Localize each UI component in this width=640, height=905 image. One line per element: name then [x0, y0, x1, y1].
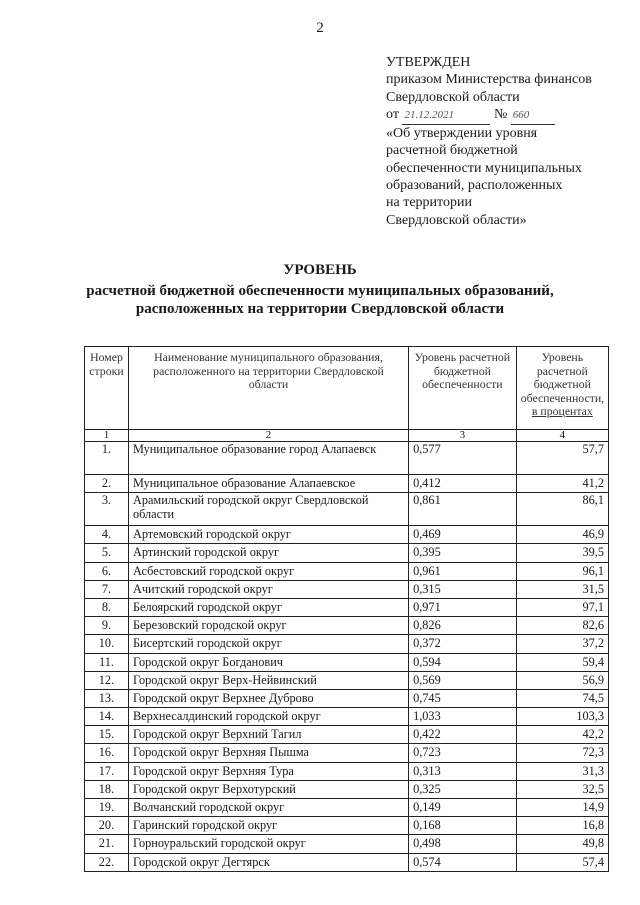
level-percent-cell: 41,2 — [516, 475, 608, 493]
municipality-name-cell: Горноуральский городской округ — [128, 835, 408, 853]
table-row — [85, 493, 609, 526]
table-row — [85, 671, 609, 689]
column-number: 4 — [516, 430, 608, 442]
level-percent-cell: 14,9 — [516, 799, 608, 817]
level-percent-cell: 72,3 — [516, 744, 608, 762]
row-number-cell: 7. — [85, 580, 129, 598]
municipality-name-cell: Городской округ Верхнее Дуброво — [128, 689, 408, 707]
approval-date-line — [386, 106, 636, 125]
level-percent-cell: 42,2 — [516, 726, 608, 744]
municipality-name-cell: Городской округ Богданович — [128, 653, 408, 671]
row-number-cell: 13. — [85, 689, 129, 707]
level-cell: 0,372 — [409, 635, 517, 653]
table-row — [85, 835, 609, 853]
row-number-cell: 3. — [85, 493, 129, 526]
subject-line: «Об утверждении уровня — [386, 126, 538, 142]
level-percent-cell: 96,1 — [516, 562, 608, 580]
table-body — [85, 442, 609, 872]
level-percent-cell: 49,8 — [516, 835, 608, 853]
subject-line: образований, расположенных — [386, 178, 563, 194]
header-level-percent — [516, 347, 608, 430]
subtitle-line-2: расположенных на территории Свердловской области — [135, 301, 505, 317]
row-number-cell: 2. — [85, 475, 129, 493]
level-cell: 0,961 — [409, 562, 517, 580]
row-number-cell: 19. — [85, 799, 129, 817]
table-row — [85, 689, 609, 707]
level-percent-cell: 32,5 — [516, 780, 608, 798]
municipality-name-cell: Ачитский городской округ — [128, 580, 408, 598]
level-percent-cell: 57,4 — [516, 853, 608, 871]
row-number-cell: 4. — [85, 526, 129, 544]
table-row — [85, 762, 609, 780]
municipality-name-cell: Асбестовский городской округ — [128, 562, 408, 580]
municipality-name-cell: Волчанский городской округ — [128, 799, 408, 817]
row-number-cell: 8. — [85, 598, 129, 616]
row-number-cell: 5. — [85, 544, 129, 562]
handwritten-number: 660 — [511, 107, 555, 125]
level-percent-cell: 46,9 — [516, 526, 608, 544]
level-percent-cell: 59,4 — [516, 653, 608, 671]
row-number-cell: 1. — [85, 442, 129, 475]
approval-block — [386, 54, 636, 229]
date-prefix: от — [386, 106, 399, 122]
row-number-cell: 22. — [85, 853, 129, 871]
row-number-cell: 15. — [85, 726, 129, 744]
municipality-name-cell: Бисертский городской округ — [128, 635, 408, 653]
level-cell: 0,498 — [409, 835, 517, 853]
approval-line-1: приказом Министерства финансов — [386, 72, 592, 88]
municipality-name-cell: Верхнесалдинский городской округ — [128, 708, 408, 726]
level-cell: 0,395 — [409, 544, 517, 562]
number-prefix: № — [493, 106, 508, 122]
municipality-name-cell: Арамильский городской округ Свердловской области — [128, 493, 408, 526]
municipality-name-cell: Городской округ Верхний Тагил — [128, 726, 408, 744]
approval-line-2: Свердловской области — [386, 89, 520, 105]
level-cell: 0,745 — [409, 689, 517, 707]
level-cell: 0,826 — [409, 617, 517, 635]
header-level-percent-unit: в процентах — [531, 404, 593, 418]
subtitle-line-1: расчетной бюджетной обеспеченности муниципальных образований, — [86, 283, 554, 299]
row-number-cell: 16. — [85, 744, 129, 762]
municipality-name-cell: Городской округ Верхотурский — [128, 780, 408, 798]
level-cell: 0,861 — [409, 493, 517, 526]
municipality-name-cell: Гаринский городской округ — [128, 817, 408, 835]
level-percent-cell: 97,1 — [516, 598, 608, 616]
table-row — [85, 526, 609, 544]
table-row — [85, 853, 609, 871]
table-header-row — [85, 347, 609, 430]
table-row — [85, 598, 609, 616]
page-number: 2 — [316, 20, 324, 36]
row-number-cell: 17. — [85, 762, 129, 780]
level-percent-cell: 82,6 — [516, 617, 608, 635]
row-number-cell: 9. — [85, 617, 129, 635]
header-row-number: Номер строки — [85, 347, 129, 430]
row-number-cell: 6. — [85, 562, 129, 580]
municipality-name-cell: Артинский городской округ — [128, 544, 408, 562]
level-percent-cell: 39,5 — [516, 544, 608, 562]
table-row — [85, 708, 609, 726]
level-percent-cell: 74,5 — [516, 689, 608, 707]
document-title: УРОВЕНЬ — [283, 262, 357, 278]
municipality-name-cell: Муниципальное образование город Алапаевск — [128, 442, 408, 475]
handwritten-date: 21.12.2021 — [402, 107, 490, 125]
municipality-name-cell: Березовский городской округ — [128, 617, 408, 635]
level-cell: 0,315 — [409, 580, 517, 598]
municipality-name-cell: Городской округ Верхняя Пышма — [128, 744, 408, 762]
header-level-percent-main: Уровень расчетной бюджетной обеспеченности, — [520, 350, 605, 405]
table-row — [85, 562, 609, 580]
document-subtitle — [0, 282, 640, 318]
row-number-cell: 21. — [85, 835, 129, 853]
level-percent-cell: 86,1 — [516, 493, 608, 526]
table-row — [85, 726, 609, 744]
column-number-row — [85, 430, 609, 442]
subject-line: обеспеченности муниципальных — [386, 160, 582, 176]
table-row — [85, 442, 609, 475]
table-row — [85, 544, 609, 562]
level-cell: 0,325 — [409, 780, 517, 798]
table-row — [85, 635, 609, 653]
level-cell: 0,469 — [409, 526, 517, 544]
municipality-name-cell: Городской округ Верх-Нейвинский — [128, 671, 408, 689]
header-level: Уровень расчетной бюджетной обеспеченности — [409, 347, 517, 430]
level-cell: 0,594 — [409, 653, 517, 671]
level-cell: 0,971 — [409, 598, 517, 616]
table-row — [85, 780, 609, 798]
municipality-name-cell: Муниципальное образование Алапаевское — [128, 475, 408, 493]
table-row — [85, 475, 609, 493]
header-municipality: Наименование муниципального образования, расположенного на территории Свердловской области — [128, 347, 408, 430]
level-cell: 0,313 — [409, 762, 517, 780]
table-row — [85, 653, 609, 671]
level-cell: 0,168 — [409, 817, 517, 835]
level-cell: 0,574 — [409, 853, 517, 871]
table-row — [85, 799, 609, 817]
row-number-cell: 10. — [85, 635, 129, 653]
municipality-name-cell: Городской округ Дегтярск — [128, 853, 408, 871]
column-number: 2 — [128, 430, 408, 442]
level-percent-cell: 57,7 — [516, 442, 608, 475]
table-row — [85, 817, 609, 835]
municipality-name-cell: Артемовский городской округ — [128, 526, 408, 544]
level-cell: 0,577 — [409, 442, 517, 475]
table-row — [85, 617, 609, 635]
municipality-name-cell: Белоярский городской округ — [128, 598, 408, 616]
subject-line: Свердловской области» — [386, 212, 527, 228]
table-row — [85, 580, 609, 598]
level-cell: 1,033 — [409, 708, 517, 726]
level-percent-cell: 16,8 — [516, 817, 608, 835]
row-number-cell: 11. — [85, 653, 129, 671]
column-number: 1 — [85, 430, 129, 442]
row-number-cell: 20. — [85, 817, 129, 835]
subject-line: на территории — [386, 195, 472, 211]
level-percent-cell: 31,3 — [516, 762, 608, 780]
level-cell: 0,149 — [409, 799, 517, 817]
level-cell: 0,723 — [409, 744, 517, 762]
level-cell: 0,422 — [409, 726, 517, 744]
row-number-cell: 18. — [85, 780, 129, 798]
approval-heading: УТВЕРЖДЕН — [386, 55, 471, 70]
level-percent-cell: 56,9 — [516, 671, 608, 689]
table-row — [85, 744, 609, 762]
level-cell: 0,412 — [409, 475, 517, 493]
level-percent-cell: 37,2 — [516, 635, 608, 653]
subject-line: расчетной бюджетной — [386, 143, 518, 159]
column-number: 3 — [409, 430, 517, 442]
level-percent-cell: 31,5 — [516, 580, 608, 598]
levels-table — [84, 346, 609, 872]
level-cell: 0,569 — [409, 671, 517, 689]
row-number-cell: 12. — [85, 671, 129, 689]
municipality-name-cell: Городской округ Верхняя Тура — [128, 762, 408, 780]
row-number-cell: 14. — [85, 708, 129, 726]
level-percent-cell: 103,3 — [516, 708, 608, 726]
